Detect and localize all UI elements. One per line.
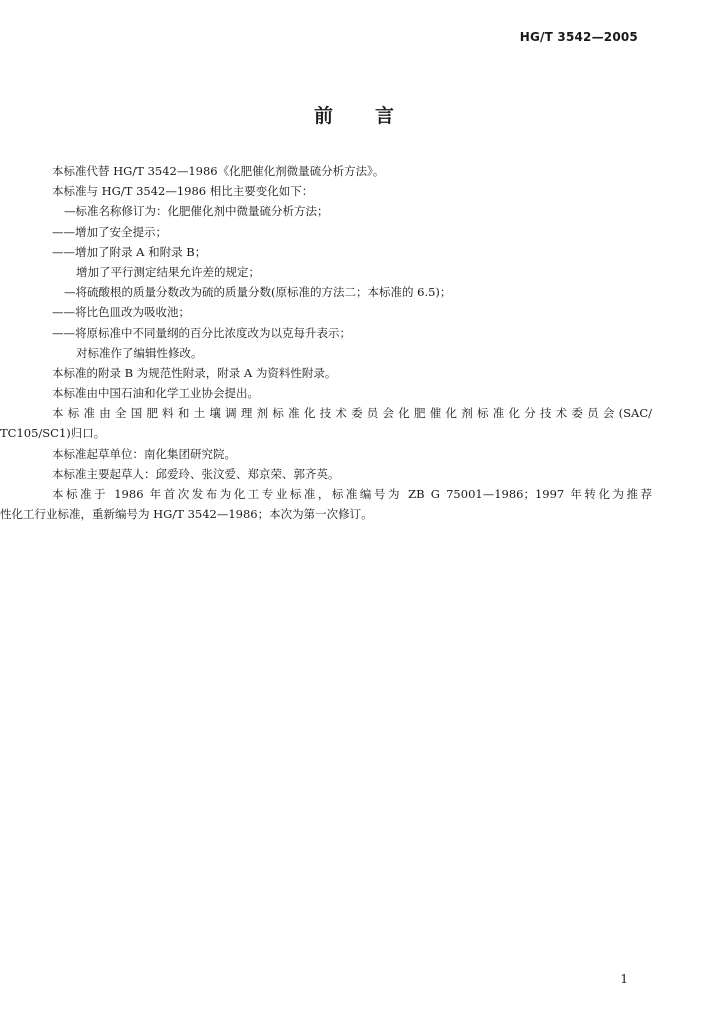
change-item-title: —标准名称修订为：化肥催化剂中微量硫分析方法； bbox=[64, 204, 329, 219]
paragraph-history-line1: 本标准于 1986 年首次发布为化工专业标准，标准编号为 ZB G 75001—1986；1997 年转化为推荐 bbox=[52, 487, 652, 501]
paragraph-history-line2: 性化工行业标准，重新编号为 HG/T 3542—1986；本次为第一次修订。 bbox=[0, 507, 373, 522]
change-item-annex: ——增加了附录 A 和附录 B； bbox=[52, 244, 207, 259]
page-title: 前言 bbox=[313, 105, 436, 127]
change-item-cell: ——将比色皿改为吸收池； bbox=[52, 305, 190, 320]
page-number: 1 bbox=[620, 972, 628, 986]
paragraph-committee-line2: TC105/SC1)归口。 bbox=[0, 426, 106, 441]
document-code: HG/T 3542—2005 bbox=[519, 30, 638, 44]
paragraph-changes-intro: 本标准与 HG/T 3542—1986 相比主要变化如下： bbox=[52, 184, 314, 199]
paragraph-replaces: 本标准代替 HG/T 3542—1986《化肥催化剂微量硫分析方法》。 bbox=[52, 164, 385, 178]
change-item-safety: ——增加了安全提示； bbox=[52, 224, 167, 239]
change-item-sulfur-fraction: —将硫酸根的质量分数改为硫的质量分数(原标准的方法二；本标准的 6.5)； bbox=[64, 285, 452, 300]
change-item-tolerance: 增加了平行测定结果允许差的规定； bbox=[76, 264, 260, 279]
paragraph-committee-line1: 本标准由全国肥料和土壤调理剂标准化技术委员会化肥催化剂标准化分技术委员会(SAC/ bbox=[52, 406, 652, 421]
paragraph-proposed-by: 本标准由中国石油和化学工业协会提出。 bbox=[52, 386, 259, 401]
paragraph-drafting-unit: 本标准起草单位：南化集团研究院。 bbox=[52, 446, 236, 461]
change-item-editorial: 对标准作了编辑性修改。 bbox=[76, 345, 203, 360]
paragraph-drafters: 本标准主要起草人：邱爱玲、张汶爱、郑京荣、郭齐英。 bbox=[52, 466, 340, 481]
foreword-body bbox=[0, 161, 652, 524]
change-item-units: ——将原标准中不同量纲的百分比浓度改为以克每升表示； bbox=[52, 325, 351, 340]
paragraph-annexes: 本标准的附录 B 为规范性附录，附录 A 为资料性附录。 bbox=[52, 365, 337, 380]
